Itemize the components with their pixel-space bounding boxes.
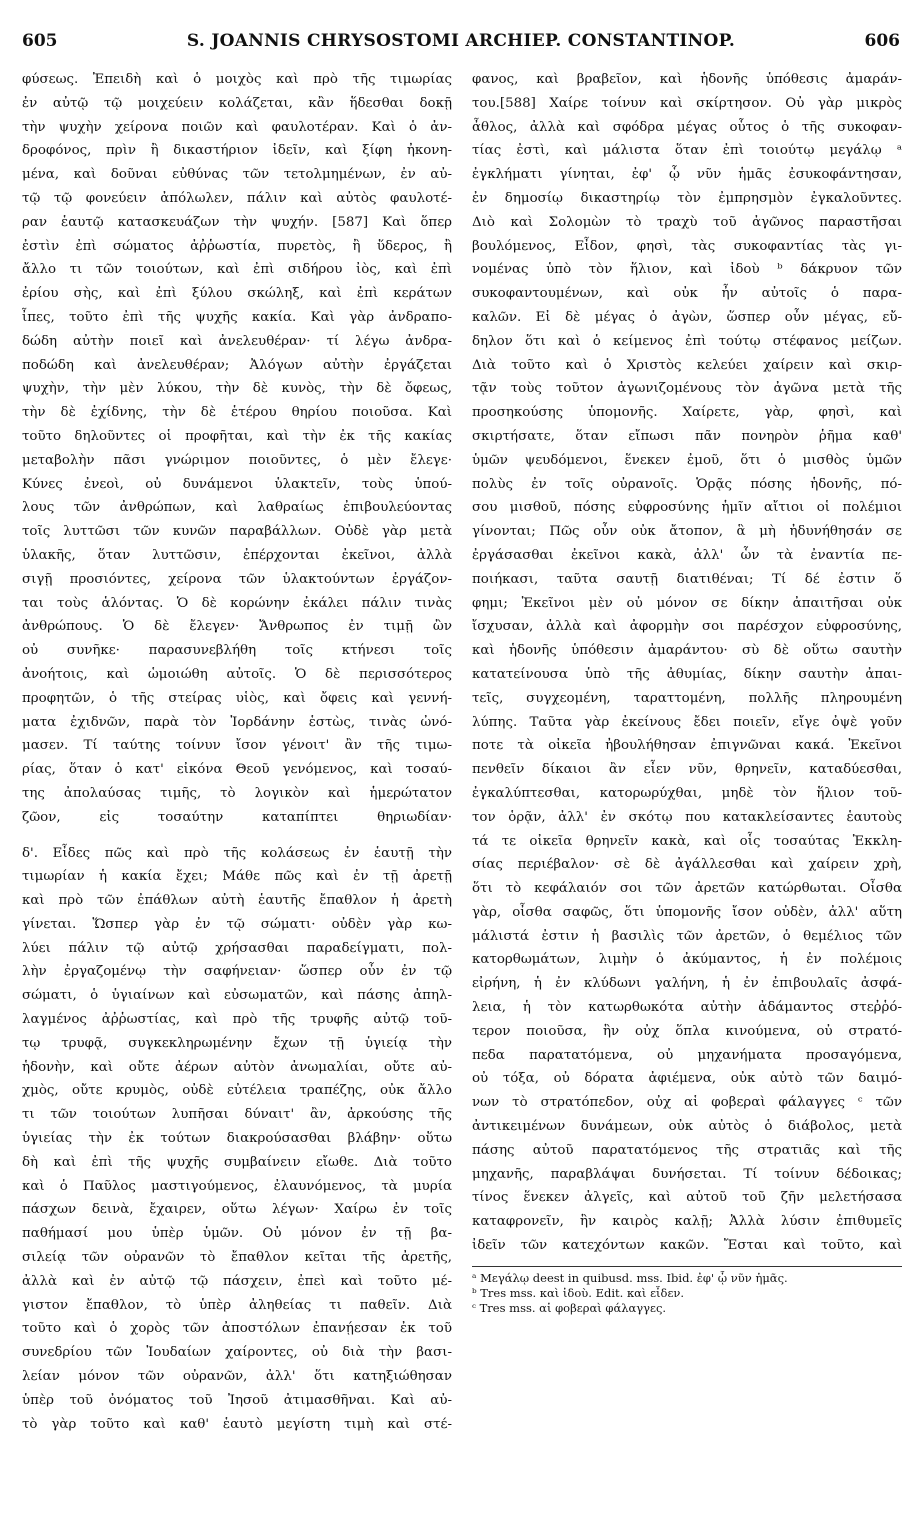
text-line: λὴν ἐργαζομένῳ τὴν σαφήνειαν· ὥσπερ οὖν ἐν τῷ <box>22 964 452 980</box>
text-line: ἡδονὴν, καὶ οὔτε ἀέρων αὐτὸν ἀνωμαλίαι, οὔτε αὐ- <box>22 1059 452 1075</box>
text-line: λεια, ἡ τὸν κατωρθωκότα αὐτὴν ἀδάμαντος στεῤῥό- <box>472 1000 902 1016</box>
text-line: ποδώδη καὶ ἀνελευθέραν; Ἀλόγων αὐτὴν ἐργάζεται <box>22 357 452 373</box>
text-line: ἐστὶν ἐπὶ σώματος ἀῤῥωστία, πυρετὸς, ἢ ὕδερος, ἢ <box>22 238 452 254</box>
text-line: προσηκούσης ὑπομονῆς. Χαίρετε, γὰρ, φησὶ, καὶ <box>472 405 902 421</box>
text-line: σώματι, ὁ ὑγιαίνων καὶ εὐσωματῶν, καὶ πάσης ἀπηλ- <box>22 988 452 1004</box>
text-line: ματα ἐχιδνῶν, παρὰ τὸν Ἰορδάνην ἑστὼς, τινὰς ὠνό- <box>22 714 452 730</box>
text-line: λαγμένος ἀῤῥωστίας, καὶ πρὸ τῆς τρυφῆς αὐτῷ τοῦ- <box>22 1012 452 1028</box>
text-line: ἀλλὰ καὶ ἐν αὐτῷ τῷ πάσχειν, ἐπεὶ καὶ τοῦτο μέ- <box>22 1273 452 1289</box>
text-line: τᾷν τοὺς τοῦτον ἀγωνιζομένους τὸν ἀγῶνα μετὰ τῆς <box>472 381 902 397</box>
text-line: μεταβολὴν πᾶσι γνώριμον ποιοῦντες, ὁ μὲν ἔλεγε· <box>22 452 452 468</box>
text-line: ἆθλος, ἀλλὰ καὶ σφόδρα μέγας οὗτος ὁ τῆς συκοφαν- <box>472 119 902 135</box>
text-line: χμὸς, οὔτε κρυμὸς, οὐδὲ εὐτέλεια τραπέζης, οὐκ ἄλλο <box>22 1083 452 1099</box>
text-line: ψυχὴν, τὴν μὲν λύκου, τὴν δὲ κυνὸς, τὴν δὲ ὄφεως, <box>22 381 452 397</box>
text-line: ἴσχυσαν, ἀλλὰ καὶ ἀφορμὴν σοι παρέσχον εὐφροσύνης, <box>472 619 902 635</box>
text-line: πολὺς ἐν τοῖς οὐρανοῖς. Ὁρᾷς πόσης ἡδονῆς, πό- <box>472 476 902 492</box>
text-line: ὑλακῆς, ὅταν λυττῶσιν, ἐπέρχονται ἐκεῖνοι, ἀλλὰ <box>22 547 452 563</box>
text-line: τι τῶν τοιούτων λυπῆσαι δύναιτ' ἂν, ἀρκούσης τῆς <box>22 1107 452 1123</box>
text-line: βουλόμενος, Εἶδον, φησὶ, τὰς συκοφαντίας τὰς γι- <box>472 238 902 254</box>
text-line: πάσης αὐτοῦ παρατατόμενος τῆς στρατιᾶς καὶ τῆς <box>472 1142 902 1158</box>
text-line: γὰρ, οἶσθα σαφῶς, ὅτι ὑπομονῆς ἴσον οὐδὲν, ἀλλ' αὕτη <box>472 904 902 920</box>
text-line: καὶ πρὸ τῶν ἐπάθλων αὐτὴ ἑαυτῆς ἔπαθλον ἡ ἀρετὴ <box>22 893 452 909</box>
text-line: κατατείνουσα ὑπὸ τῆς ἀθυμίας, δίκην σαυτὴν ἀπαι- <box>472 666 902 682</box>
text-line: φύσεως. Ἐπειδὴ καὶ ὁ μοιχὸς καὶ πρὸ τῆς τιμωρίας <box>22 72 452 87</box>
text-line: οὐ συνῆκε· παρασυνεβλήθη τοῖς κτήνεσι τοῖς <box>22 643 452 659</box>
text-line: τοῦτο καὶ ὁ χορὸς τῶν ἀποστόλων ἐπανῄεσαν ἐκ τοῦ <box>22 1321 452 1337</box>
text-line: μηχανῆς, παραβλάψαι δυνήσεται. Τί τοίνυν δέδοικας; <box>472 1166 902 1182</box>
text-line: δροφόνος, πρὶν ἢ δικαστήριον ἰδεῖν, καὶ ξίφη ἠκονη- <box>22 143 452 159</box>
text-line: τά τε οἰκεῖα θρηνεῖν κακὰ, καὶ οἷς τοσαύτας Ἐκκλη- <box>472 833 902 849</box>
text-line: ἄλλο τι τῶν τοιούτων, καὶ ἐπὶ σιδήρου ἰὸς, καὶ ἐπὶ <box>22 262 452 278</box>
text-line: ποιήκασι, ταῦτα σαυτῇ διατιθέναι; Τί δέ ἐστιν ὅ <box>472 571 902 587</box>
text-line: παθήμασί μου ὑπὲρ ὑμῶν. Οὐ μόνον ἐν τῇ βα- <box>22 1226 452 1242</box>
text-line: ραν ἑαυτῷ κατασκευάζων τὴν ψυχήν. [587] Καὶ ὅπερ <box>22 214 452 230</box>
paragraph-gap <box>22 830 452 842</box>
text-line: σίας περιέβαλον· σὲ δὲ ἀγάλλεσθαι καὶ χαίρειν χρὴ, <box>472 857 902 873</box>
text-line: νομένας ὑπὸ τὸν ἥλιον, καὶ ἰδοὺ ᵇ δάκρυον τῶν <box>472 262 902 278</box>
text-line: τοῖς λυττῶσι τῶν κυνῶν παραβάλλων. Οὐδὲ γὰρ μετὰ <box>22 524 452 540</box>
text-line: γίνεται. Ὥσπερ γὰρ ἐν τῷ σώματι· οὐδὲν γὰρ κω- <box>22 916 452 932</box>
text-line: ὑγιείας τὴν ἐκ τούτων διακρούσασθαι βλάβην· οὕτω <box>22 1131 452 1147</box>
text-line: δ'. Εἶδες πῶς καὶ πρὸ τῆς κολάσεως ἐν ἑαυτῇ τὴν <box>22 845 452 861</box>
text-line: της ἀπολαύσας τιμῆς, τὸ λογικὸν καὶ ἡμερώτατον <box>22 785 452 801</box>
text-line: μασεν. Τί ταύτης τοίνυν ἴσον γένοιτ' ἂν τῆς τιμω- <box>22 738 452 754</box>
text-line: ἐγκλήματι γίνηται, ἐφ' ᾧ νῦν ἡμᾶς ἐσυκοφάντησαν, <box>472 167 902 183</box>
text-line: τεῖς, συγχεομένη, ταραττομένη, πολλῆς πληρουμένη <box>472 690 902 706</box>
text-line: ἀνοήτοις, καὶ ὡμοιώθη αὐτοῖς. Ὁ δὲ περισσότερος <box>22 666 452 682</box>
text-line: ἐν δημοσίῳ δικαστηρίῳ τὸν ἐμπρησμὸν ἐγκαλοῦντες. <box>472 190 902 206</box>
text-line: γίνονται; Πῶς οὖν οὐκ ἄτοπον, ἃ μὴ ἠδυνήθησάν σε <box>472 524 902 540</box>
footnote: ᵇ Tres mss. καὶ ἰδοὺ. Edit. καὶ εἶδεν. <box>472 1285 685 1300</box>
left-page-number: 605 <box>22 31 58 51</box>
text-line: ποτε τὰ οἰκεῖα ἠβουλήθησαν ἐπιγνῶναι κακά. Ἐκεῖνοι <box>472 738 902 754</box>
text-line: συνεδρίου τῶν Ἰουδαίων χαίροντες, οὐ διὰ τὴν βασι- <box>22 1345 452 1361</box>
text-line: μάλιστά ἐστιν ἡ βασιλὶς τῶν ἀρετῶν, ὁ θεμέλιος τῶν <box>472 928 902 944</box>
text-line: τερον ποιοῦσα, ἣν οὐχ ὅπλα κινούμενα, οὐ στρατό- <box>472 1023 902 1039</box>
text-line: νων τὸ στρατόπεδον, οὐχ αἱ φοβεραὶ φάλαγγες ᶜ τῶν <box>472 1095 902 1111</box>
text-line: ἶπες, τοῦτο ἐπὶ τῆς ψυχῆς κακία. Καὶ γὰρ ἀνδραπο- <box>22 309 452 325</box>
text-line: δώδη αὐτὴν ποιεῖ καὶ ἀνελευθέραν· τί λέγω ἀνδρα- <box>22 333 452 349</box>
right-column <box>472 68 902 1316</box>
text-line: οὐ τόξα, οὐ δόρατα ἀφιέμενα, οὐκ αὐτὸ τῶν δαιμό- <box>472 1071 902 1087</box>
footnote-rule <box>472 1266 902 1267</box>
text-line: ἀνθρώπους. Ὁ δὲ ἔλεγεν· Ἄνθρωπος ἐν τιμῇ ὢν <box>22 619 452 635</box>
text-line: προφητῶν, ὁ τῆς στείρας υἱὸς, καὶ ὄφεις καὶ γεννή- <box>22 690 452 706</box>
text-line: γιστον ἔπαθλον, τὸ ὑπὲρ ἀληθείας τι παθεῖν. Διὰ <box>22 1297 452 1313</box>
text-line: ζῶον, εἰς τοσαύτην καταπίπτει θηριωδίαν· <box>22 809 452 825</box>
text-line: τῷ τῷ φονεύειν ἀπόλωλεν, πάλιν καὶ αὐτὸς φαυλοτέ- <box>22 190 452 206</box>
text-line: συκοφαντουμένων, καὶ οὐκ ἦν αὐτοῖς ὁ παρα- <box>472 286 902 302</box>
text-line: φημι; Ἐκεῖνοι μὲν οὐ μόνον σε δίκην ἀπαιτῆσαι οὐκ <box>472 595 902 611</box>
text-line: καὶ ὁ Παῦλος μαστιγούμενος, ἐλαυνόμενος, τὰ μυρία <box>22 1178 452 1194</box>
text-line: εἰρήνη, ἡ ἐν κλύδωνι γαλήνη, ἡ ἐν ἐπιβουλαῖς ἀσφά- <box>472 976 902 992</box>
text-line: καταφρονεῖν, ἣν καιρὸς καλῇ; Ἀλλὰ λύσιν ἐπιθυμεῖς <box>472 1214 902 1230</box>
text-line: τον ὁρᾷν, ἀλλ' ἐν σκότῳ που κατακλείσαντες ἑαυτοὺς <box>472 809 902 825</box>
text-line: Διὸ καὶ Σολομὼν τὸ τραχὺ τοῦ ἀγῶνος παραστῆσαι <box>472 214 902 230</box>
text-line: τῳ τρυφᾷ, συγκεκληρωμένην ἔχων τῇ ὑγιείᾳ τὴν <box>22 1035 452 1051</box>
text-line: πενθεῖν δίκαιοι ἂν εἶεν νῦν, θρηνεῖν, καταδύεσθαι, <box>472 762 902 778</box>
text-line: πεδα παρατατόμενα, οὐ μηχανήματα προσαγόμενα, <box>472 1047 902 1063</box>
text-line: ὑμῶν ψευδόμενοι, ἕνεκεν ἐμοῦ, ὅτι ὁ μισθὸς ὑμῶν <box>472 452 902 468</box>
text-line: ἐργάσασθαι ἐκεῖνοι κακὰ, ἀλλ' ὧν τὰ ἐναντία πε- <box>472 547 902 563</box>
text-line: λους τῶν ἀνθρώπων, καὶ λαθραίως ἐπιβουλεύοντας <box>22 500 452 516</box>
text-line: ἀντικειμένων δυνάμεων, οὐκ αὐτὸς ὁ διάβολος, μετὰ <box>472 1119 902 1135</box>
text-line: τὴν ψυχὴν χείρονα ποιῶν καὶ φαυλοτέραν. Καὶ ὁ ἀν- <box>22 119 452 135</box>
text-line: σου μισθοῦ, πόσης εὐφροσύνης ἡμῖν αἴτιοι οἱ πολέμιοι <box>472 500 902 516</box>
text-line: τὸ γὰρ τοῦτο καὶ καθ' ἑαυτὸ μεγίστη τιμὴ καὶ στέ- <box>22 1416 452 1432</box>
text-line: καλῶν. Εἰ δὲ μέγας ὁ ἀγὼν, ὥσπερ οὖν μέγας, εὔ- <box>472 309 902 325</box>
text-line: ὑπὲρ τοῦ ὀνόματος τοῦ Ἰησοῦ ἀτιμασθῆναι. Καὶ αὐ- <box>22 1392 452 1408</box>
footnote: ᶜ Tres mss. αἱ φοβεραὶ φάλαγγες. <box>472 1300 667 1315</box>
text-line: λύπης. Ταῦτα γὰρ ἐκείνους ἔδει ποιεῖν, εἴγε ὀψὲ γοῦν <box>472 714 902 730</box>
text-line: δὴ καὶ ἐπὶ τῆς ψυχῆς συμβαίνειν εἴωθε. Διὰ τοῦτο <box>22 1154 452 1170</box>
text-line: πάσχων δεινὰ, ἔχαιρεν, οὕτω λέγων· Χαίρω ἐν τοῖς <box>22 1202 452 1218</box>
text-line: φανος, καὶ βραβεῖον, καὶ ἡδονῆς ὑπόθεσις ἀμαράν- <box>472 72 902 87</box>
text-line: τοῦτο δηλοῦντες οἱ προφῆται, καὶ τὴν ἐκ τῆς κακίας <box>22 428 452 444</box>
text-line: τίνος ἕνεκεν ἀλγεῖς, καὶ αὐτοῦ τοῦ ζῆν μελετήσασα <box>472 1190 902 1206</box>
text-line: σιλείᾳ τῶν οὐρανῶν τὸ ἔπαθλον κεῖται τῆς ἀρετῆς, <box>22 1250 452 1266</box>
text-line: λύει πάλιν τῷ αὐτῷ χρήσασθαι παραδείγματι, πολ- <box>22 940 452 956</box>
running-title: S. JOANNIS CHRYSOSTOMI ARCHIEP. CONSTANTINOP. <box>186 31 736 51</box>
text-line: Κύνες ἐνεοὶ, οὐ δυνάμενοι ὑλακτεῖν, τοὺς ὑπού- <box>22 476 452 492</box>
text-line: ἐγκαλύπτεσθαι, κατορωρύχθαι, μηδὲ τὸν ἥλιον τοῦ- <box>472 785 902 801</box>
text-line: σκιρτήσατε, ὅταν εἴπωσι πᾶν πονηρὸν ῥῆμα καθ' <box>472 428 902 444</box>
text-line: Διὰ τοῦτο καὶ ὁ Χριστὸς κελεύει χαίρειν καὶ σκιρ- <box>472 357 902 373</box>
text-line: του.[588] Χαίρε τοίνυν καὶ σκίρτησον. Οὐ γὰρ μικρὸς <box>472 95 902 111</box>
footnote: ᵃ Μεγάλῳ deest in quibusd. mss. Ibid. ἐφ' ᾧ νῦν ἡμᾶς. <box>472 1270 788 1285</box>
text-line: καὶ ἡδονῆς ὑπόθεσιν ἀμαράντου· σὺ δὲ οὕτω σαυτὴν <box>472 643 902 659</box>
text-line: μένα, καὶ δοῦναι εὐθύνας τῶν τετολμημένων, ἐν αὐ- <box>22 167 452 183</box>
text-line: δηλον ὅτι καὶ ὁ κείμενος ἐπὶ τούτῳ στέφανος μείζων. <box>472 333 902 349</box>
text-line: κατορθωμάτων, λιμὴν ὁ ἀκύμαντος, ἡ ἐν πολέμοις <box>472 952 902 968</box>
text-line: ὅτι τὸ κεφάλαιόν σοι τῶν ἀρετῶν κατώρθωται. Οἶσθα <box>472 881 902 897</box>
left-column <box>22 68 452 1436</box>
text-line: ἐν αὐτῷ τῷ μοιχεύειν κολάζεται, κἂν ἥδεσθαι δοκῇ <box>22 95 452 111</box>
text-line: σιγῇ προσιόντες, χείρονα τῶν ὑλακτούντων ἐργάζον- <box>22 571 452 587</box>
right-page-number: 606 <box>864 31 900 51</box>
text-line: ἰδεῖν τῶν κατεχόντων κακῶν. Ἔσται καὶ τοῦτο, καὶ <box>472 1238 902 1254</box>
text-line: ται τοὺς ἁλόντας. Ὁ δὲ κορώνην ἐκάλει πάλιν τινὰς <box>22 595 452 611</box>
text-line: τὴν δὲ ἐχίδνης, τὴν δὲ ἑτέρου θηρίου ποιοῦσα. Καὶ <box>22 405 452 421</box>
text-line: τίας ἐστὶ, καὶ μάλιστα ὅταν ἐπὶ τοιούτῳ μεγάλῳ ᵃ <box>472 143 902 159</box>
text-line: τιμωρίαν ἡ κακία ἔχει; Μάθε πῶς καὶ ἐν τῇ ἀρετῇ <box>22 869 452 885</box>
text-line: ρίας, ὅταν ὁ κατ' εἰκόνα Θεοῦ γενόμενος, καὶ τοσαύ- <box>22 762 452 778</box>
text-line: λείαν μόνον τῶν οὐρανῶν, ἀλλ' ὅτι κατηξιώθησαν <box>22 1369 452 1385</box>
text-line: ἐρίου σὴς, καὶ ἐπὶ ξύλου σκώληξ, καὶ ἐπὶ κεράτων <box>22 286 452 302</box>
